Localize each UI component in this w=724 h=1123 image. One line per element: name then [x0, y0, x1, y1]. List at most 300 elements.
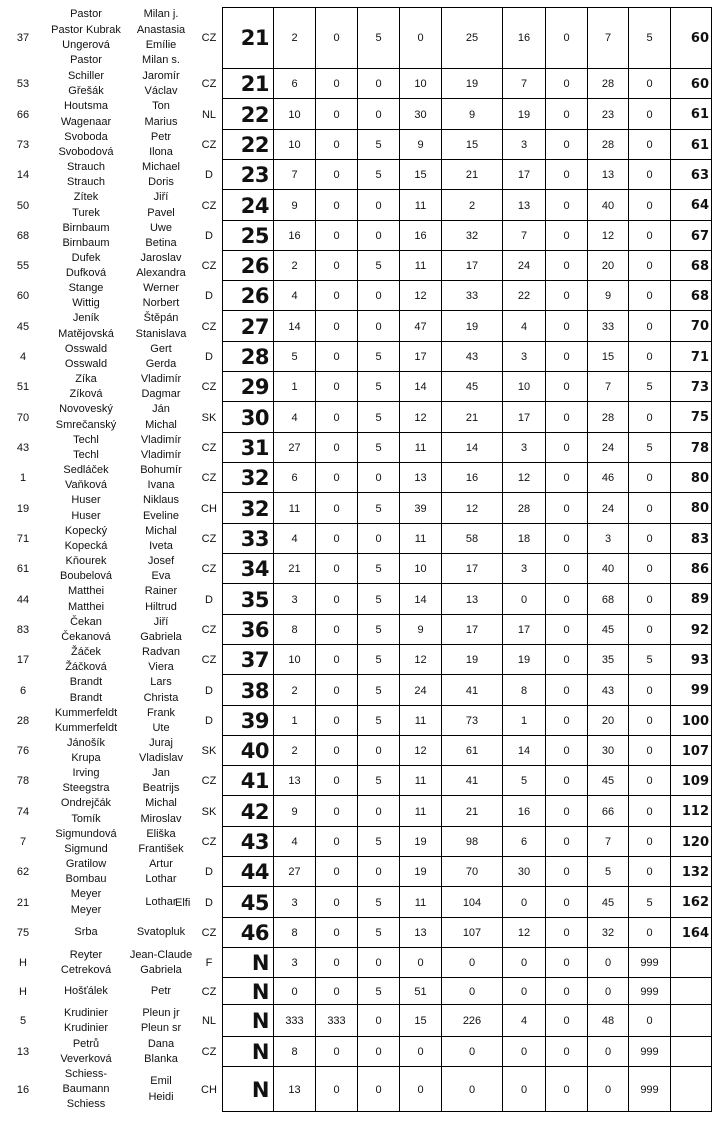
score-cell: 2	[273, 675, 315, 706]
rank-cell: 33	[240, 527, 269, 551]
score-cell: 0	[545, 69, 587, 99]
start-number: 73	[16, 139, 30, 151]
score-cell: 226	[441, 1005, 502, 1037]
first-name: Jaromír	[142, 69, 180, 82]
country-code: CZ	[201, 320, 217, 333]
score-cell: 0	[441, 948, 502, 978]
surname: Stange	[68, 281, 104, 294]
surnames	[48, 887, 124, 918]
start-number: 43	[16, 442, 30, 454]
first-name: Dagmar	[141, 388, 181, 400]
surname: Zíka	[75, 372, 97, 385]
surname: Ungerová	[62, 39, 110, 51]
score-cell: 11	[399, 796, 441, 827]
score-cell: 11	[399, 433, 441, 463]
score-cell: 0	[545, 251, 587, 281]
first-name: Michal	[145, 524, 177, 537]
score-cell: 0	[315, 221, 357, 251]
start-number: 14	[16, 169, 30, 181]
surname: Krudinier	[63, 1022, 109, 1034]
row-divider	[222, 159, 712, 160]
total-cell: 132	[670, 857, 712, 887]
score-cell: 0	[628, 402, 670, 433]
surname: Sigmund	[64, 843, 108, 855]
score-cell: 4	[502, 1005, 545, 1037]
score-cell: 0	[628, 675, 670, 706]
start-number: 17	[16, 654, 30, 666]
first-name: Uwe	[149, 221, 172, 234]
score-cell: 0	[357, 524, 399, 554]
score-cell: 5	[357, 584, 399, 615]
score-cell: 5	[357, 7, 399, 69]
first-name: Jan	[152, 766, 170, 779]
surnames	[48, 827, 124, 857]
score-cell: 0	[628, 99, 670, 130]
score-cell: 16	[273, 221, 315, 251]
score-cell: 999	[628, 948, 670, 978]
score-cell: 0	[315, 645, 357, 675]
surname: Baumann	[62, 1082, 110, 1095]
score-cell: 0	[628, 857, 670, 887]
score-cell: 0	[545, 190, 587, 221]
score-cell: 3	[273, 948, 315, 978]
row-divider	[222, 795, 712, 796]
total-cell: 61	[670, 99, 712, 130]
first-names	[126, 190, 196, 221]
first-name: Betina	[145, 237, 177, 249]
country-code: CZ	[201, 985, 217, 998]
score-cell: 40	[587, 190, 628, 221]
score-cell: 12	[502, 918, 545, 948]
row-divider	[222, 492, 712, 493]
surnames	[48, 615, 124, 645]
country-code: CZ	[201, 199, 217, 212]
surnames	[48, 281, 124, 311]
row-divider	[222, 705, 712, 706]
first-name: Miroslav	[140, 812, 182, 825]
score-cell: 30	[587, 736, 628, 766]
score-cell: 24	[399, 675, 441, 706]
row-divider	[222, 432, 712, 433]
table-row	[0, 1067, 724, 1112]
score-cell: 14	[399, 372, 441, 402]
score-cell: 5	[357, 554, 399, 584]
first-name: Pleun sr	[140, 1022, 182, 1034]
start-number: 60	[16, 290, 30, 302]
score-cell: 0	[315, 160, 357, 190]
score-cell: 11	[399, 766, 441, 796]
score-cell: 0	[545, 463, 587, 493]
first-name: Ivana	[147, 479, 175, 491]
row-divider	[222, 614, 712, 615]
table-row	[0, 69, 724, 99]
score-cell: 104	[441, 887, 502, 918]
start-number: 21	[16, 896, 30, 909]
score-cell: 999	[628, 978, 670, 1005]
score-cell: 6	[273, 463, 315, 493]
score-cell: 4	[273, 827, 315, 857]
first-name: Doris	[148, 176, 174, 188]
first-name: Václav	[144, 85, 178, 97]
score-cell: 5	[628, 7, 670, 69]
score-cell: 11	[399, 190, 441, 221]
score-cell: 12	[399, 281, 441, 311]
first-names	[126, 251, 196, 281]
first-name: Jaroslav	[140, 251, 182, 264]
row-divider	[222, 462, 712, 463]
surname: Pastor	[70, 8, 102, 21]
score-cell: 0	[357, 1005, 399, 1037]
first-name: Michael	[142, 160, 180, 173]
surnames	[48, 1037, 124, 1067]
rank-cell: 26	[240, 284, 269, 308]
score-cell: 12	[587, 221, 628, 251]
first-name: Ján	[152, 403, 170, 416]
rank-cell: 32	[240, 496, 269, 521]
score-cell: 0	[315, 887, 357, 918]
table-row	[0, 978, 724, 1005]
first-names	[126, 615, 196, 645]
country-code: CH	[201, 502, 217, 515]
first-names	[126, 342, 196, 372]
score-cell: 58	[441, 524, 502, 554]
score-cell: 68	[587, 584, 628, 615]
first-name: Bohumír	[140, 463, 182, 476]
surname: Osswald	[64, 358, 108, 370]
row-divider	[222, 1066, 712, 1067]
score-cell: 5	[357, 918, 399, 948]
score-cell: 70	[441, 857, 502, 887]
country-code: CZ	[201, 260, 217, 272]
table-row	[0, 433, 724, 463]
row-divider	[222, 886, 712, 887]
score-cell: 19	[441, 311, 502, 342]
first-name: Blanka	[144, 1053, 178, 1065]
score-cell: 0	[587, 948, 628, 978]
row-divider	[222, 371, 712, 372]
score-cell: 3	[502, 554, 545, 584]
score-cell: 7	[502, 221, 545, 251]
rank-cell: 23	[240, 163, 269, 187]
table-row	[0, 615, 724, 645]
score-cell: 21	[441, 796, 502, 827]
score-cell: 21	[441, 402, 502, 433]
first-name: Jiří	[153, 615, 169, 628]
first-names	[126, 857, 196, 887]
rank-cell: 28	[240, 345, 269, 369]
table-row	[0, 645, 724, 675]
first-names	[126, 554, 196, 584]
row-divider	[222, 765, 712, 766]
score-cell: 107	[441, 918, 502, 948]
score-cell: 0	[545, 978, 587, 1005]
score-cell: 0	[315, 69, 357, 99]
score-cell: 5	[587, 857, 628, 887]
total-cell: 107	[670, 736, 712, 766]
score-cell: 0	[545, 1005, 587, 1037]
surname: Meyer	[70, 888, 102, 901]
surnames	[48, 645, 124, 675]
score-cell: 48	[587, 1005, 628, 1037]
first-name: Milan s.	[142, 54, 180, 67]
surname: Gřešák	[68, 85, 104, 97]
score-cell: 6	[502, 827, 545, 857]
surname: Svobodová	[58, 146, 114, 158]
country-code: CZ	[201, 654, 217, 666]
surname: Bombau	[65, 873, 107, 885]
score-cell: 0	[357, 736, 399, 766]
first-names	[126, 281, 196, 311]
score-cell: 0	[399, 1037, 441, 1067]
country-code: D	[205, 169, 213, 181]
score-cell: 5	[628, 887, 670, 918]
score-cell: 41	[441, 766, 502, 796]
surname: Brandt	[69, 691, 103, 704]
first-names	[126, 584, 196, 615]
row-divider	[222, 523, 712, 524]
score-cell: 0	[273, 978, 315, 1005]
score-cell: 18	[502, 524, 545, 554]
first-name: Viera	[148, 661, 174, 673]
total-cell: 93	[670, 645, 712, 675]
country-code: D	[205, 230, 213, 242]
score-cell: 0	[315, 827, 357, 857]
total-cell: 83	[670, 524, 712, 554]
score-cell: 5	[357, 493, 399, 524]
score-cell: 41	[441, 675, 502, 706]
total-cell: 64	[670, 190, 712, 221]
start-number: 78	[16, 775, 30, 787]
score-cell: 21	[273, 554, 315, 584]
surname: Meyer	[70, 903, 102, 916]
table-row	[0, 857, 724, 887]
surname: Reyter	[69, 948, 103, 961]
total-cell: 60	[670, 7, 712, 69]
first-name: Marius	[144, 115, 178, 128]
row-divider	[222, 947, 712, 948]
first-names	[126, 1067, 196, 1112]
score-cell: 0	[357, 1037, 399, 1067]
score-cell: 0	[357, 1067, 399, 1112]
score-cell: 13	[399, 918, 441, 948]
score-cell: 12	[399, 645, 441, 675]
surnames	[48, 251, 124, 281]
score-cell: 0	[357, 190, 399, 221]
score-cell: 8	[273, 615, 315, 645]
score-cell: 0	[357, 463, 399, 493]
table-row	[0, 402, 724, 433]
score-cell: 13	[273, 1067, 315, 1112]
score-cell: 12	[399, 736, 441, 766]
score-cell: 0	[357, 99, 399, 130]
country-code: D	[205, 351, 213, 363]
score-cell: 0	[315, 554, 357, 584]
score-cell: 14	[273, 311, 315, 342]
score-cell: 5	[357, 706, 399, 736]
score-cell: 73	[441, 706, 502, 736]
start-number: 51	[16, 381, 30, 393]
total-cell	[670, 978, 712, 1005]
country-code: CZ	[201, 836, 217, 848]
first-name: Štěpán	[143, 312, 179, 325]
start-number: 28	[16, 715, 30, 727]
score-cell: 5	[357, 978, 399, 1005]
table-row	[0, 281, 724, 311]
row-divider	[222, 189, 712, 190]
score-cell: 9	[399, 130, 441, 160]
score-cell: 5	[357, 251, 399, 281]
start-number: 6	[19, 684, 27, 697]
score-cell: 5	[628, 645, 670, 675]
first-name: Vladimír	[140, 372, 182, 385]
surnames	[48, 978, 124, 1005]
table-row	[0, 675, 724, 706]
rank-cell: 36	[240, 618, 269, 642]
score-cell: 0	[315, 736, 357, 766]
score-cell: 0	[628, 706, 670, 736]
surname: Techl	[73, 449, 99, 461]
first-name: Heidi	[148, 1090, 174, 1103]
surname: Sigmundová	[55, 827, 117, 840]
start-number: H	[19, 985, 27, 998]
first-name: Lars	[150, 676, 172, 689]
score-cell: 0	[545, 7, 587, 69]
score-cell: 0	[628, 160, 670, 190]
table-row	[0, 99, 724, 130]
score-cell: 0	[502, 948, 545, 978]
total-cell	[670, 1037, 712, 1067]
rank-cell: 31	[240, 436, 269, 460]
score-cell: 2	[273, 736, 315, 766]
surname: Dufková	[65, 267, 107, 279]
score-cell: 11	[399, 706, 441, 736]
score-cell: 0	[628, 736, 670, 766]
country-code: CZ	[201, 533, 217, 545]
rank-cell: N	[251, 1009, 269, 1033]
score-cell: 0	[628, 615, 670, 645]
table-row	[0, 766, 724, 796]
surname: Kňourek	[65, 554, 107, 567]
score-cell: 0	[315, 766, 357, 796]
first-names	[126, 69, 196, 99]
first-names	[126, 948, 196, 978]
surname: Čekanová	[61, 631, 111, 643]
score-cell: 0	[628, 766, 670, 796]
score-cell: 30	[399, 99, 441, 130]
surname: Žáčková	[65, 661, 107, 673]
score-cell: 0	[315, 190, 357, 221]
score-cell: 9	[399, 615, 441, 645]
surname: Cetreková	[60, 964, 112, 976]
start-number: 76	[16, 745, 30, 757]
country-code: D	[205, 684, 213, 697]
score-cell: 5	[357, 130, 399, 160]
score-cell: 0	[628, 796, 670, 827]
row-divider	[222, 735, 712, 736]
surname: Birnbaum	[62, 237, 110, 249]
table-row	[0, 584, 724, 615]
score-cell: 9	[273, 190, 315, 221]
total-cell: 112	[670, 796, 712, 827]
first-names	[126, 7, 196, 69]
score-cell: 11	[399, 524, 441, 554]
score-cell: 5	[357, 615, 399, 645]
score-cell: 17	[399, 342, 441, 372]
score-cell: 0	[545, 130, 587, 160]
score-cell: 0	[441, 1067, 502, 1112]
score-cell: 1	[502, 706, 545, 736]
surname: Turek	[72, 206, 100, 219]
score-cell: 0	[357, 69, 399, 99]
table-row	[0, 796, 724, 827]
rank-cell: N	[251, 1077, 269, 1102]
score-cell: 28	[502, 493, 545, 524]
score-cell: 4	[273, 281, 315, 311]
surname: Zíková	[69, 388, 103, 400]
score-cell: 10	[273, 130, 315, 160]
rank-cell: 22	[240, 102, 269, 127]
table-row	[0, 524, 724, 554]
first-name: Ute	[152, 722, 170, 734]
table-row	[0, 918, 724, 948]
score-cell: 16	[441, 463, 502, 493]
start-number: 53	[16, 78, 30, 90]
score-cell: 5	[357, 372, 399, 402]
score-cell: 0	[545, 918, 587, 948]
total-cell: 68	[670, 251, 712, 281]
score-cell: 13	[441, 584, 502, 615]
first-names	[126, 736, 196, 766]
rank-cell: 30	[240, 405, 269, 430]
surname: Wittig	[72, 297, 100, 309]
surname: Hošťálek	[64, 984, 108, 997]
score-cell: 5	[273, 342, 315, 372]
score-cell: 0	[628, 69, 670, 99]
table-row	[0, 463, 724, 493]
score-cell: 21	[441, 160, 502, 190]
score-cell: 3	[587, 524, 628, 554]
score-cell: 5	[628, 433, 670, 463]
score-cell: 0	[315, 1067, 357, 1112]
score-cell: 61	[441, 736, 502, 766]
score-cell: 0	[315, 433, 357, 463]
country-code: CZ	[201, 32, 217, 44]
first-names	[126, 796, 196, 827]
first-names	[126, 524, 196, 554]
score-cell: 0	[545, 554, 587, 584]
first-name: Anastasia	[136, 23, 186, 36]
score-cell: 10	[273, 99, 315, 130]
score-cell: 39	[399, 493, 441, 524]
score-cell: 0	[315, 948, 357, 978]
first-name: Ton	[152, 100, 170, 113]
score-cell: 0	[357, 948, 399, 978]
first-name: Michal	[145, 418, 177, 431]
surname: Brandt	[69, 676, 103, 689]
surname: Matthei	[67, 600, 105, 613]
first-names	[126, 463, 196, 493]
score-cell: 0	[628, 130, 670, 160]
score-cell: 3	[502, 130, 545, 160]
surnames	[48, 706, 124, 736]
score-cell: 32	[441, 221, 502, 251]
score-cell: 10	[399, 69, 441, 99]
score-cell: 0	[545, 948, 587, 978]
score-cell: 0	[315, 402, 357, 433]
score-cell: 0	[399, 948, 441, 978]
total-cell: 61	[670, 130, 712, 160]
first-name: Vladimír	[140, 433, 182, 446]
